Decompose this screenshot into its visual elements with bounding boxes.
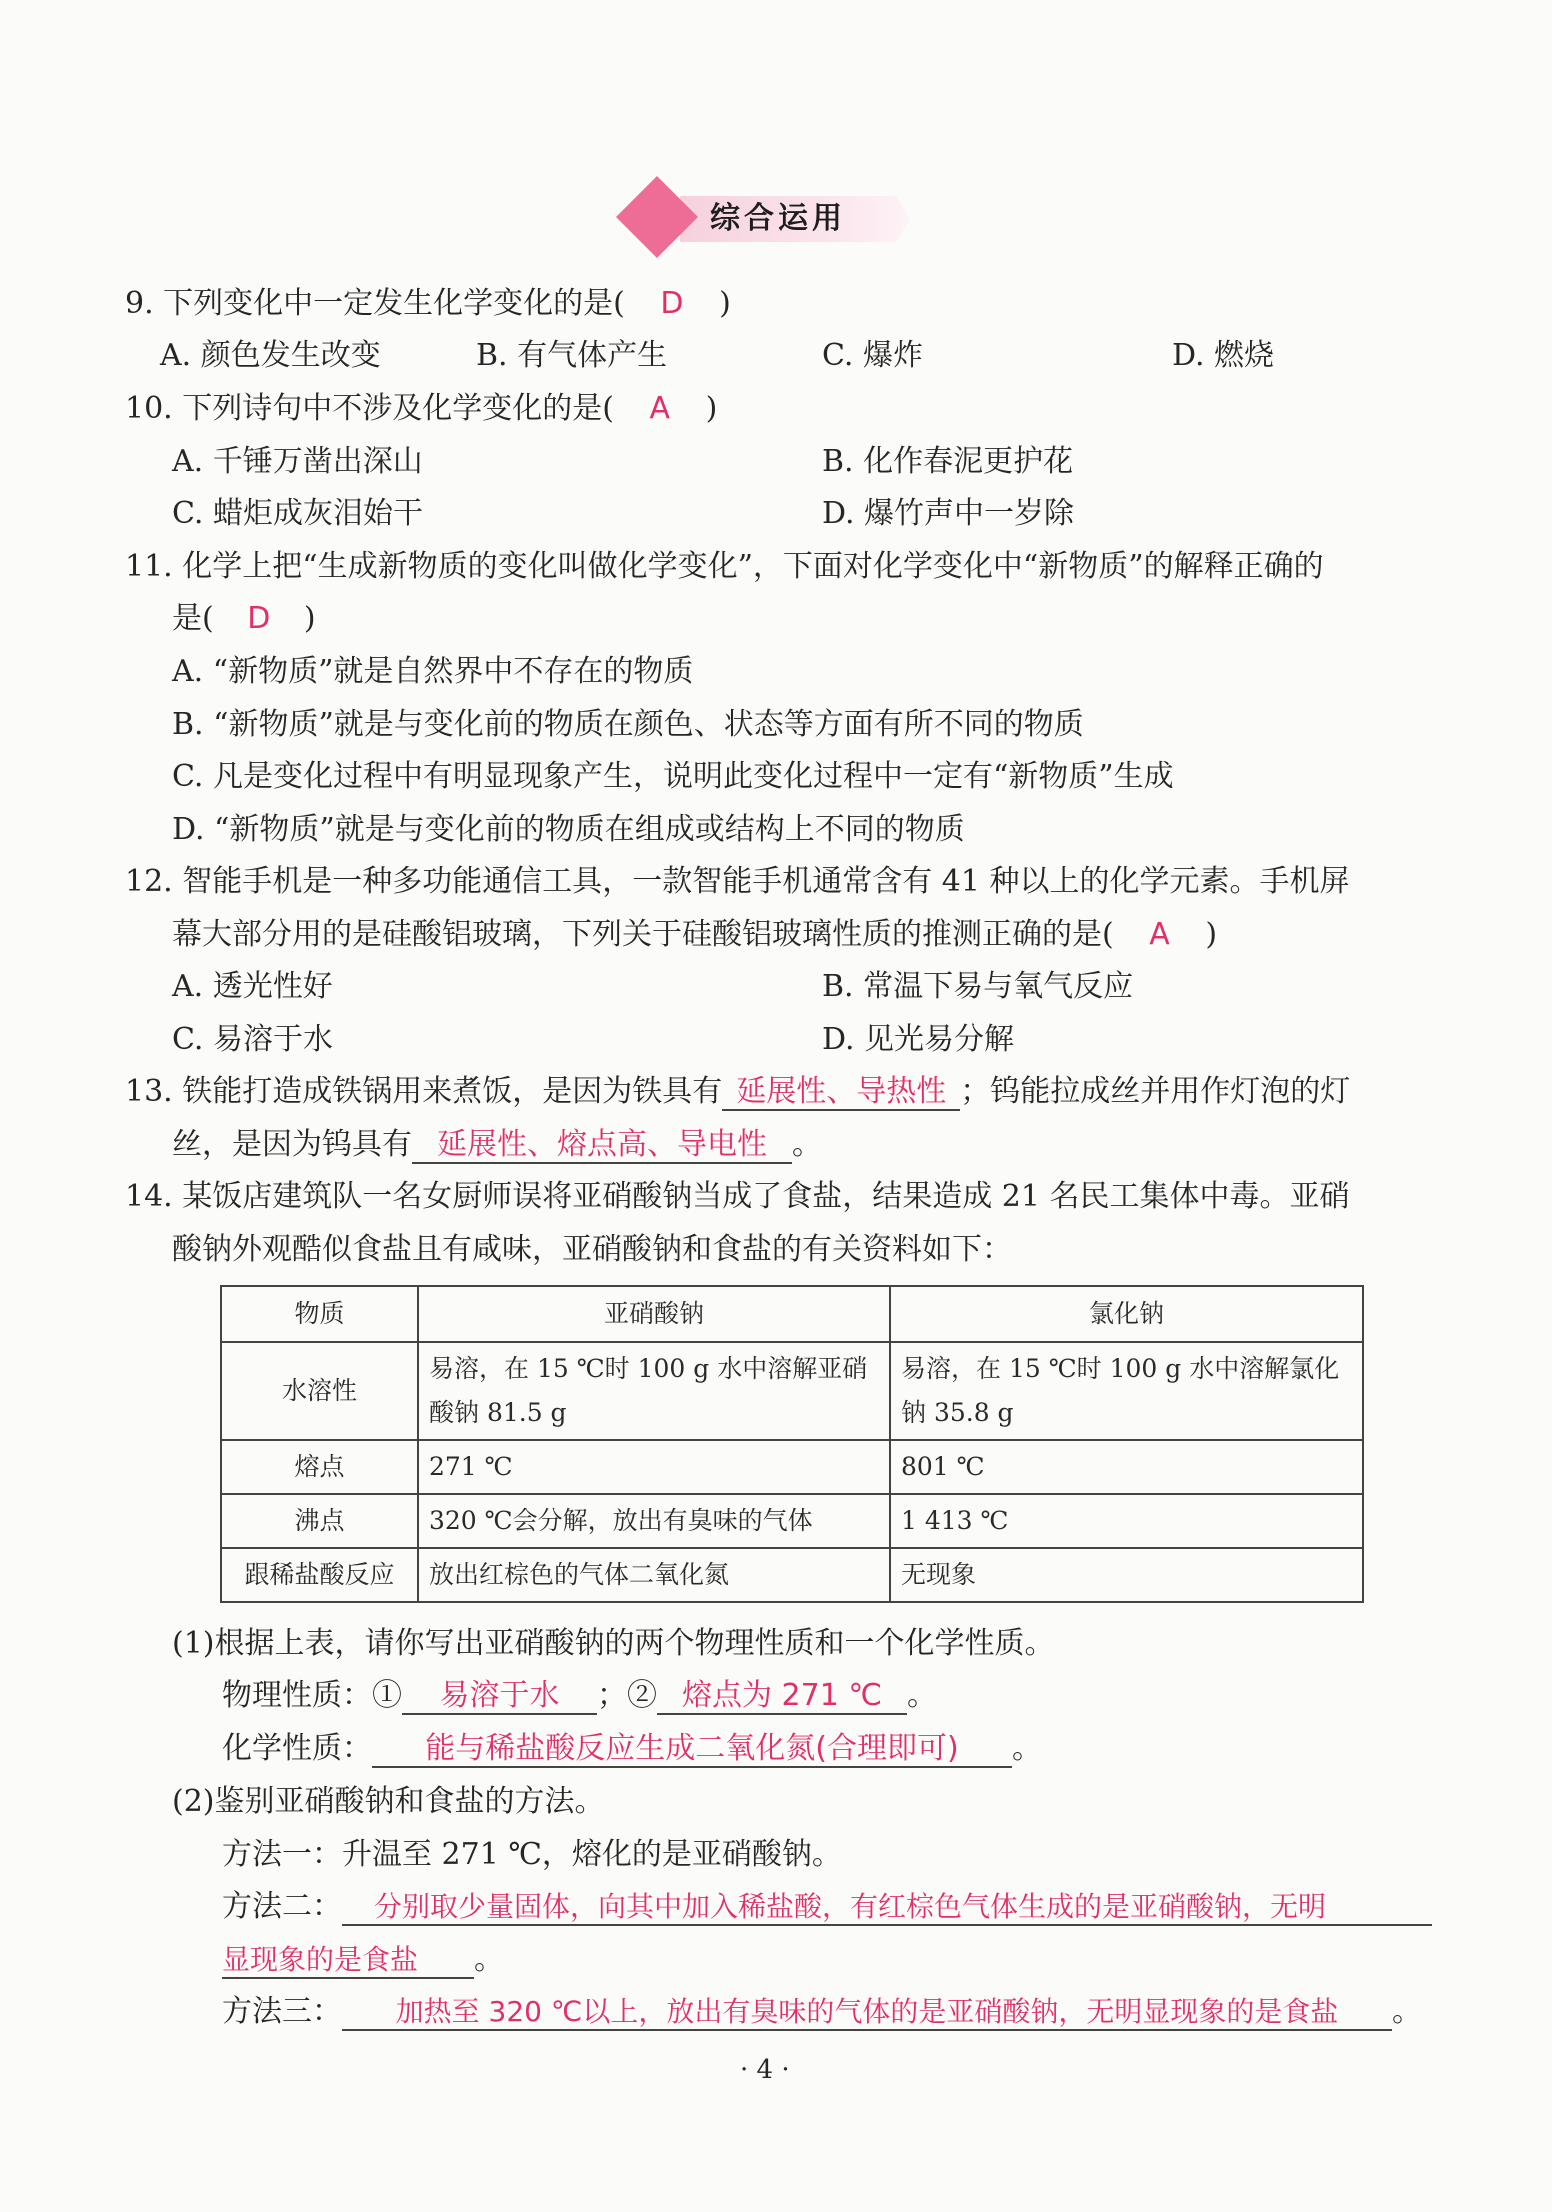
q13-line1: [125, 1073, 1350, 1111]
q9-stem-text: 9. 下列变化中一定发生化学变化的是(: [125, 286, 625, 321]
q10-option-a: A. 千锤万凿出深山: [172, 444, 423, 479]
q9-stem: [125, 285, 731, 323]
table-cell: 320 ℃会分解，放出有臭味的气体: [418, 1494, 890, 1548]
physical-blank-2[interactable]: 熔点为 271 ℃: [657, 1679, 907, 1715]
properties-table: [220, 1285, 1364, 1603]
q11-answer: D: [247, 601, 271, 636]
physical-end: 。: [907, 1678, 937, 1713]
method-three-label: 方法三：: [222, 1994, 342, 2029]
q12-option-d: D. 见光易分解: [822, 1022, 1015, 1057]
method-two-cont: [222, 1941, 504, 1979]
q13-text-part4: 。: [792, 1127, 822, 1162]
q11-option-a: A. “新物质”就是自然界中不存在的物质: [172, 654, 694, 689]
q10-option-c: C. 蜡炬成灰泪始干: [172, 496, 423, 531]
q10-close: ): [705, 391, 718, 426]
table-header-cell: 亚硝酸钠: [418, 1286, 890, 1342]
method-three-end: 。: [1392, 1994, 1422, 2029]
q13-text-part1: 13. 铁能打造成铁锅用来煮饭，是因为铁具有: [125, 1074, 723, 1109]
section-title: 综合运用: [710, 201, 846, 236]
physical-blank-1[interactable]: 易溶于水: [402, 1679, 597, 1715]
physical-separator: ；②: [597, 1678, 657, 1713]
q9-answer: D: [660, 286, 684, 321]
q9-close: ): [719, 286, 731, 321]
table-cell: 801 ℃: [890, 1440, 1363, 1494]
method-two-label: 方法二：: [222, 1889, 342, 1924]
q12-close: ): [1205, 917, 1218, 952]
q11-stem-line1: 11. 化学上把“生成新物质的变化叫做化学变化”，下面对化学变化中“新物质”的解释正确的: [125, 549, 1324, 584]
q12-option-a: A. 透光性好: [172, 969, 333, 1004]
q10-option-d: D. 爆竹声中一岁除: [822, 496, 1075, 531]
table-cell: 易溶，在 15 ℃时 100 g 水中溶解亚硝酸钠 81.5 g: [418, 1342, 890, 1440]
q11-option-c: C. 凡是变化过程中有明显现象产生，说明此变化过程中一定有“新物质”生成: [172, 759, 1174, 794]
q12-option-b: B. 常温下易与氧气反应: [822, 969, 1134, 1004]
table-row-label: 熔点: [221, 1440, 418, 1494]
table-cell: 1 413 ℃: [890, 1494, 1363, 1548]
physical-label: 物理性质：①: [222, 1678, 402, 1713]
method-three: [222, 1993, 1422, 2031]
method-two-end: 。: [474, 1942, 504, 1977]
q11-close: ): [303, 601, 316, 636]
q13-text-part3: 丝，是因为钨具有: [172, 1127, 412, 1162]
table-header-cell: 氯化钠: [890, 1286, 1363, 1342]
q11-stem-line2: [172, 600, 316, 638]
q14-stem-line1: 14. 某饭店建筑队一名女厨师误将亚硝酸钠当成了食盐，结果造成 21 名民工集体中毒。亚硝: [125, 1179, 1350, 1214]
q13-blank1[interactable]: 延展性、导热性: [722, 1075, 960, 1111]
method-three-blank[interactable]: 加热至 320 ℃以上，放出有臭味的气体的是亚硝酸钠，无明显现象的是食盐: [342, 1995, 1392, 2031]
method-two-blank-line2[interactable]: 显现象的是食盐: [222, 1943, 474, 1979]
chemical-blank[interactable]: 能与稀盐酸反应生成二氧化氮(合理即可): [372, 1732, 1012, 1768]
q11-stem-text: 是(: [172, 601, 214, 636]
q12-answer: A: [1149, 917, 1170, 952]
q12-option-c: C. 易溶于水: [172, 1022, 333, 1057]
q13-blank2[interactable]: 延展性、熔点高、导电性: [412, 1128, 792, 1164]
table-row: [221, 1494, 1363, 1548]
table-row-label: 沸点: [221, 1494, 418, 1548]
q9-option-a: A. 颜色发生改变: [160, 338, 381, 373]
method-two-blank-line1[interactable]: 分别取少量固体，向其中加入稀盐酸，有红棕色气体生成的是亚硝酸钠，无明: [342, 1890, 1432, 1926]
table-cell: 易溶，在 15 ℃时 100 g 水中溶解氯化钠 35.8 g: [890, 1342, 1363, 1440]
table-row: [221, 1342, 1363, 1440]
q10-stem-text: 10. 下列诗句中不涉及化学变化的是(: [125, 391, 614, 426]
q9-option-c: C. 爆炸: [822, 338, 923, 373]
diamond-icon: [616, 176, 698, 258]
table-row-label: 跟稀盐酸反应: [221, 1548, 418, 1602]
table-row: [221, 1548, 1363, 1602]
q14-sub1-prompt: (1)根据上表，请你写出亚硝酸钠的两个物理性质和一个化学性质。: [172, 1626, 1055, 1661]
table-cell: 放出红棕色的气体二氧化氮: [418, 1548, 890, 1602]
table-header-cell: 物质: [221, 1286, 418, 1342]
q14-physical-properties: [222, 1677, 937, 1715]
q9-option-b: B. 有气体产生: [476, 338, 668, 373]
q14-stem-line2: 酸钠外观酷似食盐且有咸味，亚硝酸钠和食盐的有关资料如下：: [172, 1232, 1012, 1267]
chemical-end: 。: [1012, 1731, 1042, 1766]
table-row: [221, 1440, 1363, 1494]
table-row-label: 水溶性: [221, 1342, 418, 1440]
table-cell: 无现象: [890, 1548, 1363, 1602]
q9-option-d: D. 燃烧: [1172, 338, 1275, 373]
q10-answer: A: [649, 391, 671, 426]
page-number: · 4 ·: [740, 2055, 790, 2085]
q10-stem: [125, 390, 717, 428]
method-two: [222, 1888, 1432, 1926]
method-one: 方法一：升温至 271 ℃，熔化的是亚硝酸钠。: [222, 1837, 842, 1872]
q13-line2: [172, 1126, 822, 1164]
q12-stem-line1: 12. 智能手机是一种多功能通信工具，一款智能手机通常含有 41 种以上的化学元素。手机屏: [125, 864, 1350, 899]
q10-option-b: B. 化作春泥更护花: [822, 444, 1074, 479]
q13-text-part2: ；钨能拉成丝并用作灯泡的灯: [960, 1074, 1351, 1109]
q14-chemical-property: [222, 1730, 1042, 1768]
q12-stem-line2: [172, 916, 1217, 954]
chemical-label: 化学性质：: [222, 1731, 372, 1766]
table-header-row: [221, 1286, 1363, 1342]
section-header: [620, 178, 920, 258]
table-cell: 271 ℃: [418, 1440, 890, 1494]
q11-option-b: B. “新物质”就是与变化前的物质在颜色、状态等方面有所不同的物质: [172, 707, 1084, 742]
q12-stem-text: 幕大部分用的是硅酸铝玻璃，下列关于硅酸铝玻璃性质的推测正确的是(: [172, 917, 1114, 952]
q11-option-d: D. “新物质”就是与变化前的物质在组成或结构上不同的物质: [172, 812, 965, 847]
q14-sub2-prompt: (2)鉴别亚硝酸钠和食盐的方法。: [172, 1784, 605, 1819]
